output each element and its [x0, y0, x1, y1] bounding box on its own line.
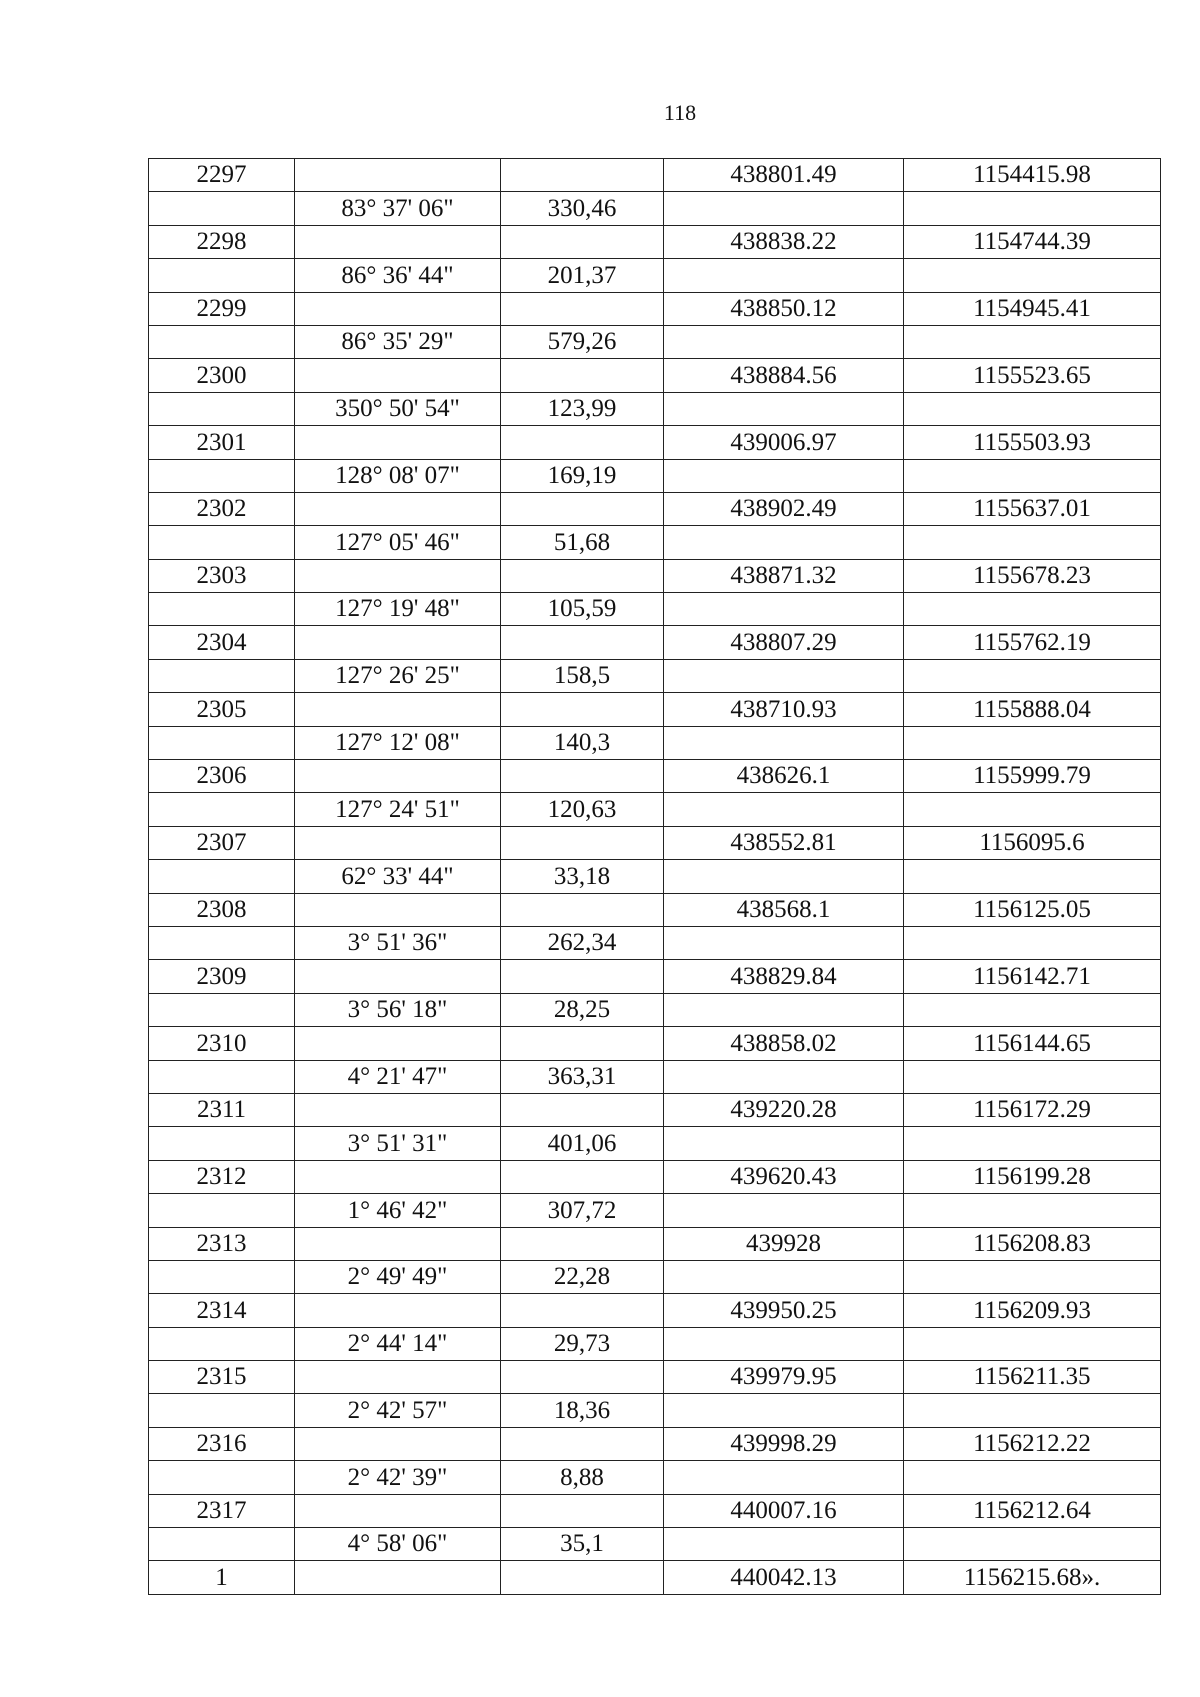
cell-point: 2299 [149, 292, 295, 325]
table-row-point [149, 1294, 1161, 1327]
cell-y [904, 793, 1161, 826]
cell-angle [295, 693, 501, 726]
cell-x [664, 1327, 904, 1360]
cell-angle: 127° 24' 51" [295, 793, 501, 826]
cell-point [149, 1461, 295, 1494]
cell-length [501, 826, 664, 859]
cell-x [664, 325, 904, 358]
cell-point: 2306 [149, 760, 295, 793]
table-row-point [149, 1093, 1161, 1126]
table-row-point [149, 292, 1161, 325]
page-number: 118 [663, 100, 697, 125]
cell-y [904, 659, 1161, 692]
cell-angle [295, 225, 501, 258]
cell-point [149, 726, 295, 759]
table-row-point [149, 1427, 1161, 1460]
cell-x [664, 459, 904, 492]
table-row-segment [149, 1260, 1161, 1293]
cell-y: 1155637.01 [904, 492, 1161, 525]
cell-angle: 2° 42' 39" [295, 1461, 501, 1494]
cell-point: 2309 [149, 960, 295, 993]
cell-point: 2298 [149, 225, 295, 258]
cell-x [664, 659, 904, 692]
cell-length: 262,34 [501, 926, 664, 959]
cell-point [149, 1394, 295, 1427]
cell-length [501, 426, 664, 459]
cell-y [904, 726, 1161, 759]
cell-point: 2304 [149, 626, 295, 659]
cell-length: 28,25 [501, 993, 664, 1026]
table-row-segment [149, 325, 1161, 358]
cell-x: 438838.22 [664, 225, 904, 258]
cell-y: 1156211.35 [904, 1361, 1161, 1394]
cell-length [501, 1427, 664, 1460]
cell-point: 2297 [149, 159, 295, 192]
table-row-segment [149, 926, 1161, 959]
cell-length: 18,36 [501, 1394, 664, 1427]
cell-y [904, 1327, 1161, 1360]
cell-point: 2316 [149, 1427, 295, 1460]
table-row-point [149, 559, 1161, 592]
cell-point: 2302 [149, 492, 295, 525]
table-row-segment [149, 1394, 1161, 1427]
cell-length [501, 1294, 664, 1327]
cell-angle [295, 1160, 501, 1193]
cell-y: 1155503.93 [904, 426, 1161, 459]
cell-y: 1154744.39 [904, 225, 1161, 258]
cell-angle: 350° 50' 54" [295, 392, 501, 425]
cell-length: 307,72 [501, 1194, 664, 1227]
cell-angle: 127° 12' 08" [295, 726, 501, 759]
cell-point: 2301 [149, 426, 295, 459]
cell-length [501, 1361, 664, 1394]
table-row-segment [149, 860, 1161, 893]
cell-length [501, 760, 664, 793]
cell-length [501, 893, 664, 926]
cell-y: 1156208.83 [904, 1227, 1161, 1260]
table-row-point [149, 492, 1161, 525]
cell-angle [295, 1561, 501, 1594]
cell-angle [295, 1294, 501, 1327]
cell-length [501, 359, 664, 392]
cell-y [904, 192, 1161, 225]
cell-angle [295, 760, 501, 793]
cell-y: 1156212.22 [904, 1427, 1161, 1460]
cell-length: 330,46 [501, 192, 664, 225]
cell-point: 2311 [149, 1093, 295, 1126]
table-row-segment [149, 192, 1161, 225]
cell-angle: 86° 36' 44" [295, 259, 501, 292]
table-row-segment [149, 726, 1161, 759]
table-row-segment [149, 526, 1161, 559]
cell-y [904, 860, 1161, 893]
cell-angle [295, 426, 501, 459]
cell-x: 438871.32 [664, 559, 904, 592]
cell-y [904, 1528, 1161, 1561]
cell-angle [295, 1227, 501, 1260]
cell-point [149, 1327, 295, 1360]
cell-y [904, 325, 1161, 358]
cell-point [149, 1528, 295, 1561]
cell-angle [295, 1427, 501, 1460]
table-row-segment [149, 459, 1161, 492]
cell-x: 439620.43 [664, 1160, 904, 1193]
cell-point: 2307 [149, 826, 295, 859]
cell-x [664, 860, 904, 893]
cell-length: 363,31 [501, 1060, 664, 1093]
cell-x [664, 259, 904, 292]
cell-x [664, 1127, 904, 1160]
cell-length [501, 1494, 664, 1527]
cell-x [664, 1461, 904, 1494]
cell-y: 1156172.29 [904, 1093, 1161, 1126]
cell-angle: 3° 51' 36" [295, 926, 501, 959]
cell-length: 401,06 [501, 1127, 664, 1160]
cell-angle: 86° 35' 29" [295, 325, 501, 358]
cell-point: 2312 [149, 1160, 295, 1193]
cell-length [501, 559, 664, 592]
cell-length [501, 1093, 664, 1126]
table-row-point [149, 626, 1161, 659]
table-row-segment [149, 1127, 1161, 1160]
table-row-point [149, 1561, 1161, 1594]
cell-angle: 128° 08' 07" [295, 459, 501, 492]
cell-length [501, 960, 664, 993]
cell-point [149, 593, 295, 626]
cell-y [904, 926, 1161, 959]
cell-point: 2315 [149, 1361, 295, 1394]
cell-x [664, 726, 904, 759]
table-row-point [149, 826, 1161, 859]
table-row-point [149, 693, 1161, 726]
cell-angle: 4° 58' 06" [295, 1528, 501, 1561]
cell-angle [295, 559, 501, 592]
cell-x [664, 1060, 904, 1093]
cell-point [149, 993, 295, 1026]
cell-length [501, 1561, 664, 1594]
cell-length: 22,28 [501, 1260, 664, 1293]
cell-length: 201,37 [501, 259, 664, 292]
cell-x: 438568.1 [664, 893, 904, 926]
cell-x [664, 392, 904, 425]
cell-point [149, 926, 295, 959]
cell-point: 2308 [149, 893, 295, 926]
cell-point [149, 793, 295, 826]
cell-y: 1155762.19 [904, 626, 1161, 659]
table-row-segment [149, 1194, 1161, 1227]
cell-angle: 62° 33' 44" [295, 860, 501, 893]
cell-y: 1156215.68». [904, 1561, 1161, 1594]
table-row-point [149, 1494, 1161, 1527]
table-row-segment [149, 993, 1161, 1026]
cell-angle: 2° 49' 49" [295, 1260, 501, 1293]
cell-point [149, 659, 295, 692]
cell-angle [295, 1361, 501, 1394]
cell-length: 33,18 [501, 860, 664, 893]
cell-x: 438858.02 [664, 1027, 904, 1060]
table-row-point [149, 960, 1161, 993]
cell-length: 51,68 [501, 526, 664, 559]
cell-angle [295, 1494, 501, 1527]
cell-point: 2317 [149, 1494, 295, 1527]
cell-length [501, 1227, 664, 1260]
cell-x [664, 1194, 904, 1227]
cell-y [904, 1461, 1161, 1494]
cell-angle: 3° 56' 18" [295, 993, 501, 1026]
cell-point [149, 325, 295, 358]
cell-angle: 4° 21' 47" [295, 1060, 501, 1093]
cell-point [149, 259, 295, 292]
cell-length [501, 1027, 664, 1060]
table-row-segment [149, 593, 1161, 626]
cell-length: 35,1 [501, 1528, 664, 1561]
cell-point [149, 860, 295, 893]
table-row-point [149, 1160, 1161, 1193]
cell-x: 440042.13 [664, 1561, 904, 1594]
cell-y [904, 1060, 1161, 1093]
coordinates-table [148, 158, 1161, 1595]
cell-length: 8,88 [501, 1461, 664, 1494]
cell-y: 1156095.6 [904, 826, 1161, 859]
cell-y: 1156144.65 [904, 1027, 1161, 1060]
cell-angle [295, 826, 501, 859]
table-row-segment [149, 1528, 1161, 1561]
cell-x: 438801.49 [664, 159, 904, 192]
table-row-segment [149, 1327, 1161, 1360]
table-row-segment [149, 793, 1161, 826]
table-row-point [149, 159, 1161, 192]
cell-length [501, 159, 664, 192]
cell-x: 439950.25 [664, 1294, 904, 1327]
cell-point: 2310 [149, 1027, 295, 1060]
cell-length: 140,3 [501, 726, 664, 759]
cell-point [149, 392, 295, 425]
table-row-point [149, 760, 1161, 793]
table-row-point [149, 893, 1161, 926]
cell-length: 579,26 [501, 325, 664, 358]
cell-point [149, 192, 295, 225]
cell-x [664, 993, 904, 1026]
cell-y [904, 993, 1161, 1026]
cell-point [149, 526, 295, 559]
cell-y: 1155678.23 [904, 559, 1161, 592]
table-row-segment [149, 392, 1161, 425]
cell-angle [295, 1027, 501, 1060]
cell-angle: 127° 05' 46" [295, 526, 501, 559]
cell-angle [295, 492, 501, 525]
cell-y: 1156142.71 [904, 960, 1161, 993]
cell-y [904, 259, 1161, 292]
cell-y [904, 392, 1161, 425]
cell-x: 438626.1 [664, 760, 904, 793]
cell-angle: 2° 42' 57" [295, 1394, 501, 1427]
cell-angle: 127° 19' 48" [295, 593, 501, 626]
cell-length [501, 693, 664, 726]
table-row-point [149, 1361, 1161, 1394]
cell-x [664, 793, 904, 826]
cell-angle [295, 159, 501, 192]
table-row-point [149, 359, 1161, 392]
cell-y: 1156209.93 [904, 1294, 1161, 1327]
cell-length [501, 225, 664, 258]
cell-x: 439220.28 [664, 1093, 904, 1126]
cell-angle: 83° 37' 06" [295, 192, 501, 225]
cell-y: 1156125.05 [904, 893, 1161, 926]
cell-point [149, 1060, 295, 1093]
cell-y [904, 1394, 1161, 1427]
cell-point [149, 1194, 295, 1227]
table-row-segment [149, 259, 1161, 292]
cell-length: 123,99 [501, 392, 664, 425]
cell-angle: 1° 46' 42" [295, 1194, 501, 1227]
cell-y [904, 1127, 1161, 1160]
table-row-segment [149, 1461, 1161, 1494]
table-row-segment [149, 1060, 1161, 1093]
cell-y: 1155888.04 [904, 693, 1161, 726]
cell-x: 438552.81 [664, 826, 904, 859]
cell-y: 1155523.65 [904, 359, 1161, 392]
cell-y: 1156212.64 [904, 1494, 1161, 1527]
cell-y [904, 1194, 1161, 1227]
cell-length [501, 1160, 664, 1193]
cell-point: 2313 [149, 1227, 295, 1260]
cell-angle [295, 626, 501, 659]
cell-point [149, 1260, 295, 1293]
cell-x: 439979.95 [664, 1361, 904, 1394]
cell-x: 440007.16 [664, 1494, 904, 1527]
cell-x: 438902.49 [664, 492, 904, 525]
cell-point: 2303 [149, 559, 295, 592]
cell-point: 1 [149, 1561, 295, 1594]
cell-x: 439998.29 [664, 1427, 904, 1460]
cell-x [664, 526, 904, 559]
table-row-point [149, 1027, 1161, 1060]
cell-x: 438807.29 [664, 626, 904, 659]
cell-angle [295, 1093, 501, 1126]
cell-length: 29,73 [501, 1327, 664, 1360]
cell-x [664, 926, 904, 959]
cell-point [149, 459, 295, 492]
cell-angle: 2° 44' 14" [295, 1327, 501, 1360]
cell-y [904, 526, 1161, 559]
cell-x: 438884.56 [664, 359, 904, 392]
cell-point: 2305 [149, 693, 295, 726]
cell-length [501, 292, 664, 325]
cell-length: 120,63 [501, 793, 664, 826]
cell-length: 105,59 [501, 593, 664, 626]
cell-y [904, 593, 1161, 626]
table-row-point [149, 225, 1161, 258]
coordinates-table-body [149, 159, 1161, 1595]
cell-angle [295, 292, 501, 325]
cell-x: 438829.84 [664, 960, 904, 993]
cell-length [501, 492, 664, 525]
cell-point: 2314 [149, 1294, 295, 1327]
cell-angle [295, 960, 501, 993]
table-row-point [149, 426, 1161, 459]
cell-x [664, 1260, 904, 1293]
cell-x [664, 1394, 904, 1427]
cell-x: 438850.12 [664, 292, 904, 325]
cell-length [501, 626, 664, 659]
cell-x [664, 593, 904, 626]
cell-x [664, 192, 904, 225]
cell-y [904, 459, 1161, 492]
cell-angle [295, 893, 501, 926]
cell-x [664, 1528, 904, 1561]
cell-angle [295, 359, 501, 392]
cell-y: 1155999.79 [904, 760, 1161, 793]
coordinates-table-container [148, 158, 1160, 1595]
cell-point [149, 1127, 295, 1160]
cell-x: 438710.93 [664, 693, 904, 726]
cell-length: 169,19 [501, 459, 664, 492]
cell-x: 439928 [664, 1227, 904, 1260]
cell-x: 439006.97 [664, 426, 904, 459]
cell-y: 1154415.98 [904, 159, 1161, 192]
cell-y [904, 1260, 1161, 1293]
table-row-segment [149, 659, 1161, 692]
cell-y: 1156199.28 [904, 1160, 1161, 1193]
table-row-point [149, 1227, 1161, 1260]
cell-point: 2300 [149, 359, 295, 392]
cell-angle: 3° 51' 31" [295, 1127, 501, 1160]
cell-angle: 127° 26' 25" [295, 659, 501, 692]
cell-y: 1154945.41 [904, 292, 1161, 325]
cell-length: 158,5 [501, 659, 664, 692]
